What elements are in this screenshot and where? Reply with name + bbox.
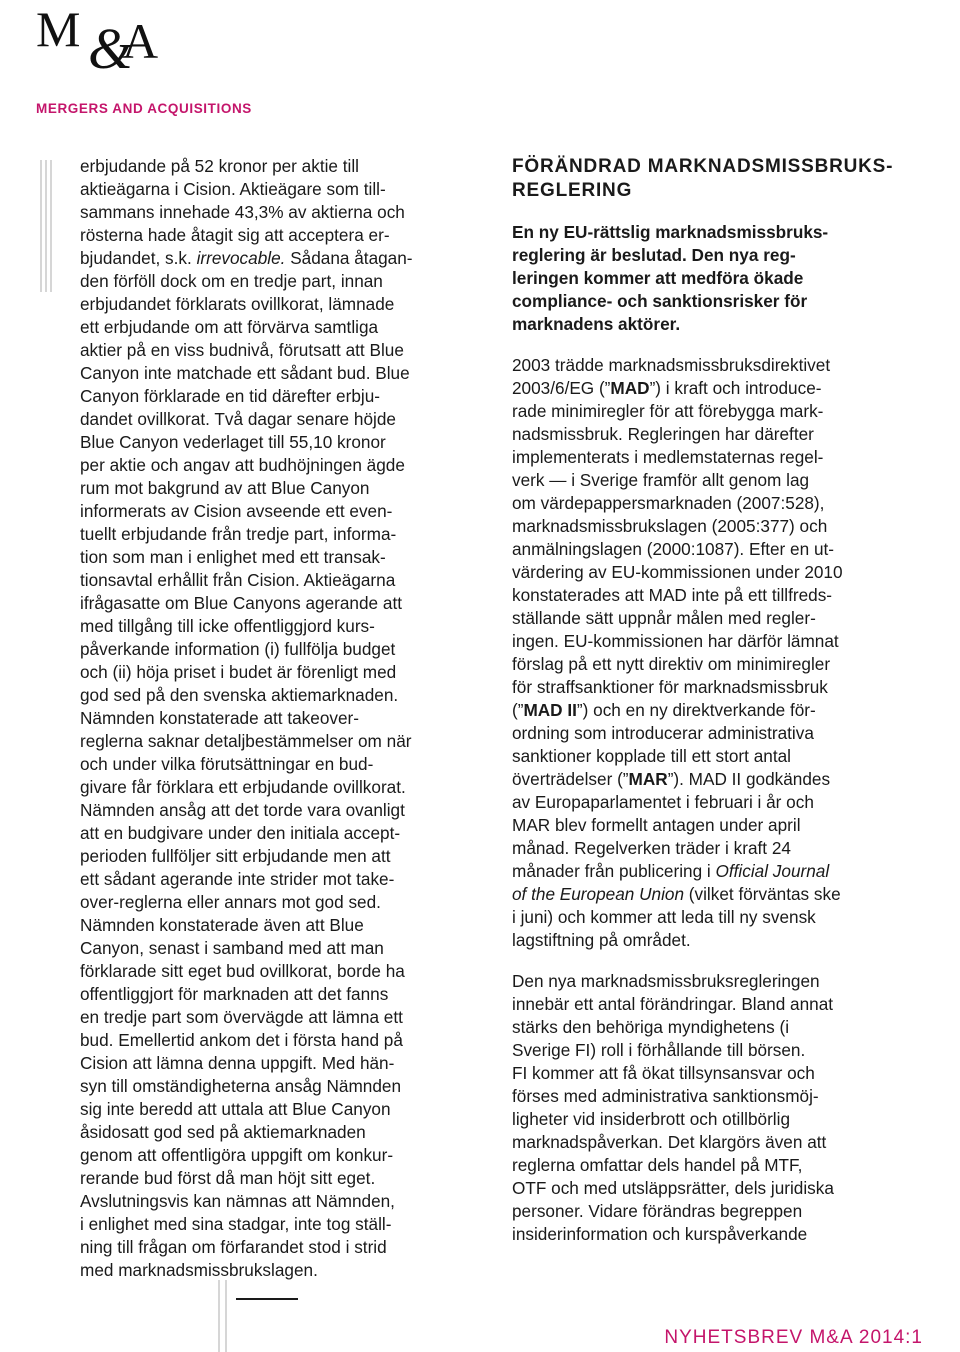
p2-text-d: ”). MAD II godkändes av Europaparlamentet i februari i år och MAR blev formellt antagen under april månad. Regelverken träder i kraft 24 månader från publicering i — [512, 769, 831, 881]
body-paragraph-1 — [512, 354, 937, 952]
logo-letter-m: M — [36, 1, 81, 57]
left-column — [80, 155, 498, 1282]
logo-mark-icon — [36, 0, 166, 70]
divider-vertical — [218, 1280, 220, 1352]
mar-term: MAR — [628, 769, 668, 789]
section-heading: FÖRÄNDRAD MARKNADSMISSBRUKS- REGLERING — [512, 156, 894, 201]
lead-paragraph: En ny EU-rättslig marknadsmissbruks- reglering är beslutad. Den nya reg- leringen kommer att medföra ökade compliance- och sanktionsrisker för marknadens aktörer. — [512, 222, 829, 334]
decor-bar — [45, 160, 47, 292]
left-text-part-2: Sådana åtagan- den förföll dock om en tredje part, innan erbjudandet förklarats ovillkorat, lämnade ett erbjudande om att förvärva samtliga aktier på en viss budnivå, förutsatt att Blue Canyon inte matchade ett sådant bud. Blue Canyon förklarade en tid därefter erbju- dandet ovillkorat. Två dagar senare höjde Blue Canyon vederlaget till 55,10 kronor per aktie och angav att budhöjningen ägde rum mot bakgrund av att Blue Canyon informerats av Cision avseende ett even- tuellt erbjudande från tredje part, informa- tion som man i enlighet med ett transak- tionsavtal erhållit från Cision. Aktieägarna ifrågasatte om Blue Canyons agerande att med tillgång till icke offentliggjord kurs- påverkande information (i) fullfölja budget och (ii) höja priset i budet är förenligt med god sed på den svenska aktiemarknaden. Nämnden konstaterade att takeover- reglerna saknar detaljbestämmelser om när och under vilka förutsättningar en bud- givare får förklara ett erbjudande ovillkorat. Nämnden ansåg att det torde vara ovanligt att en budgivare under den initiala accept- perioden fullföljer sitt erbjudande men att ett sådant agerande inte strider mot take- over-reglerna eller annars mot god sed. Nämnden konstaterade även att Blue Canyon, senast i samband med att man förklarade sitt eget bud ovillkorat, borde ha offentliggjort för marknaden att det fanns en tredje part som övervägde att lämna ett bud. Emellertid ankom det i första hand på Cision att lämna denna uppgift. Med hän- syn till omständigheterna ansåg Nämnden sig inte beredd att uttala att Blue Canyon åsidosatt god sed på aktiemarknaden genom att offentligöra uppgift om konkur- rerande bud först då man höjt sitt eget. Avslutningsvis kan nämnas att Nämnden, i enlighet med sina stadgar, inte tog ställ- ning till frågan om förfarandet stod i strid med marknadsmissbrukslagen. — [80, 248, 413, 1280]
divider-horizontal — [236, 1298, 298, 1300]
mad-term: MAD — [610, 378, 650, 398]
divider-vertical — [225, 1280, 227, 1352]
p2-text-c: ”) och en ny direktverkande för- ordning som introducerar administrativa sanktioner kopplade till ett stort antal överträdelser (” — [512, 700, 816, 789]
brand-logo — [36, 0, 166, 70]
left-paragraph — [80, 155, 498, 1282]
p2-text-e: (vilket förväntas ske i juni) och kommer att leda till ny svensk lagstiftning på området. — [512, 884, 841, 950]
journal-title: Official Journal of the European Union — [512, 861, 830, 904]
left-italic-term: irrevocable. — [196, 248, 286, 268]
footer-label: NYHETSBREV M&A 2014:1 — [664, 1327, 923, 1348]
right-column — [512, 155, 937, 1246]
p2-text-b: ”) i kraft och introduce- rade minimiregler för att förebygga mark- nadsmissbruk. Regleringen har därefter implementerats i medlemstaternas regel- verk — i Sverige framför allt genom lag om värdepappersmarknaden (2007:528), marknadsmissbrukslagen (2005:377) och anmälningslagen (2000:1087). Efter en ut- värdering av EU-kommissionen under 2010 konstaterades att MAD inte på ett tillfreds- ställande sätt uppnår målen med regler- ingen. EU-kommissionen har därför lämnat förslag på ett nytt direktiv om minimiregler för straffsanktioner för marknadsmissbruk (” — [512, 378, 843, 720]
decor-bar — [50, 160, 52, 292]
p2-text-a: 2003 trädde marknadsmissbruksdirektivet 2003/6/EG (” — [512, 355, 831, 398]
body-paragraph-2: Den nya marknadsmissbruksregleringen innebär ett antal förändringar. Bland annat stärks den behöriga myndighetens (i Sverige FI) roll i förhållande till börsen. FI kommer att få ökat tillsynsansvar och förses med administrativa sanktionsmöj- ligheter vid insiderbrott och otillbörlig marknadspåverkan. Det klargörs även att reglerna omfattar dels handel på MTF, OTF och med utsläppsrätter, dels juridiska personer. Vidare förändras begreppen insiderinformation och kurspåverkande — [512, 971, 834, 1244]
logo-ampersand: & — [88, 16, 134, 70]
brand-tagline: MERGERS AND ACQUISITIONS — [36, 101, 252, 116]
logo-letter-a: A — [122, 13, 159, 69]
column-decoration — [40, 160, 54, 292]
decor-bar — [40, 160, 42, 292]
left-text-part-1: erbjudande på 52 kronor per aktie till aktieägarna i Cision. Aktieägare som till- sammans innehade 43,3% av aktierna och rösterna hade åtagit sig att acceptera er- bjudandet, s.k. — [80, 156, 405, 268]
mad-ii-term: MAD II — [523, 700, 577, 720]
